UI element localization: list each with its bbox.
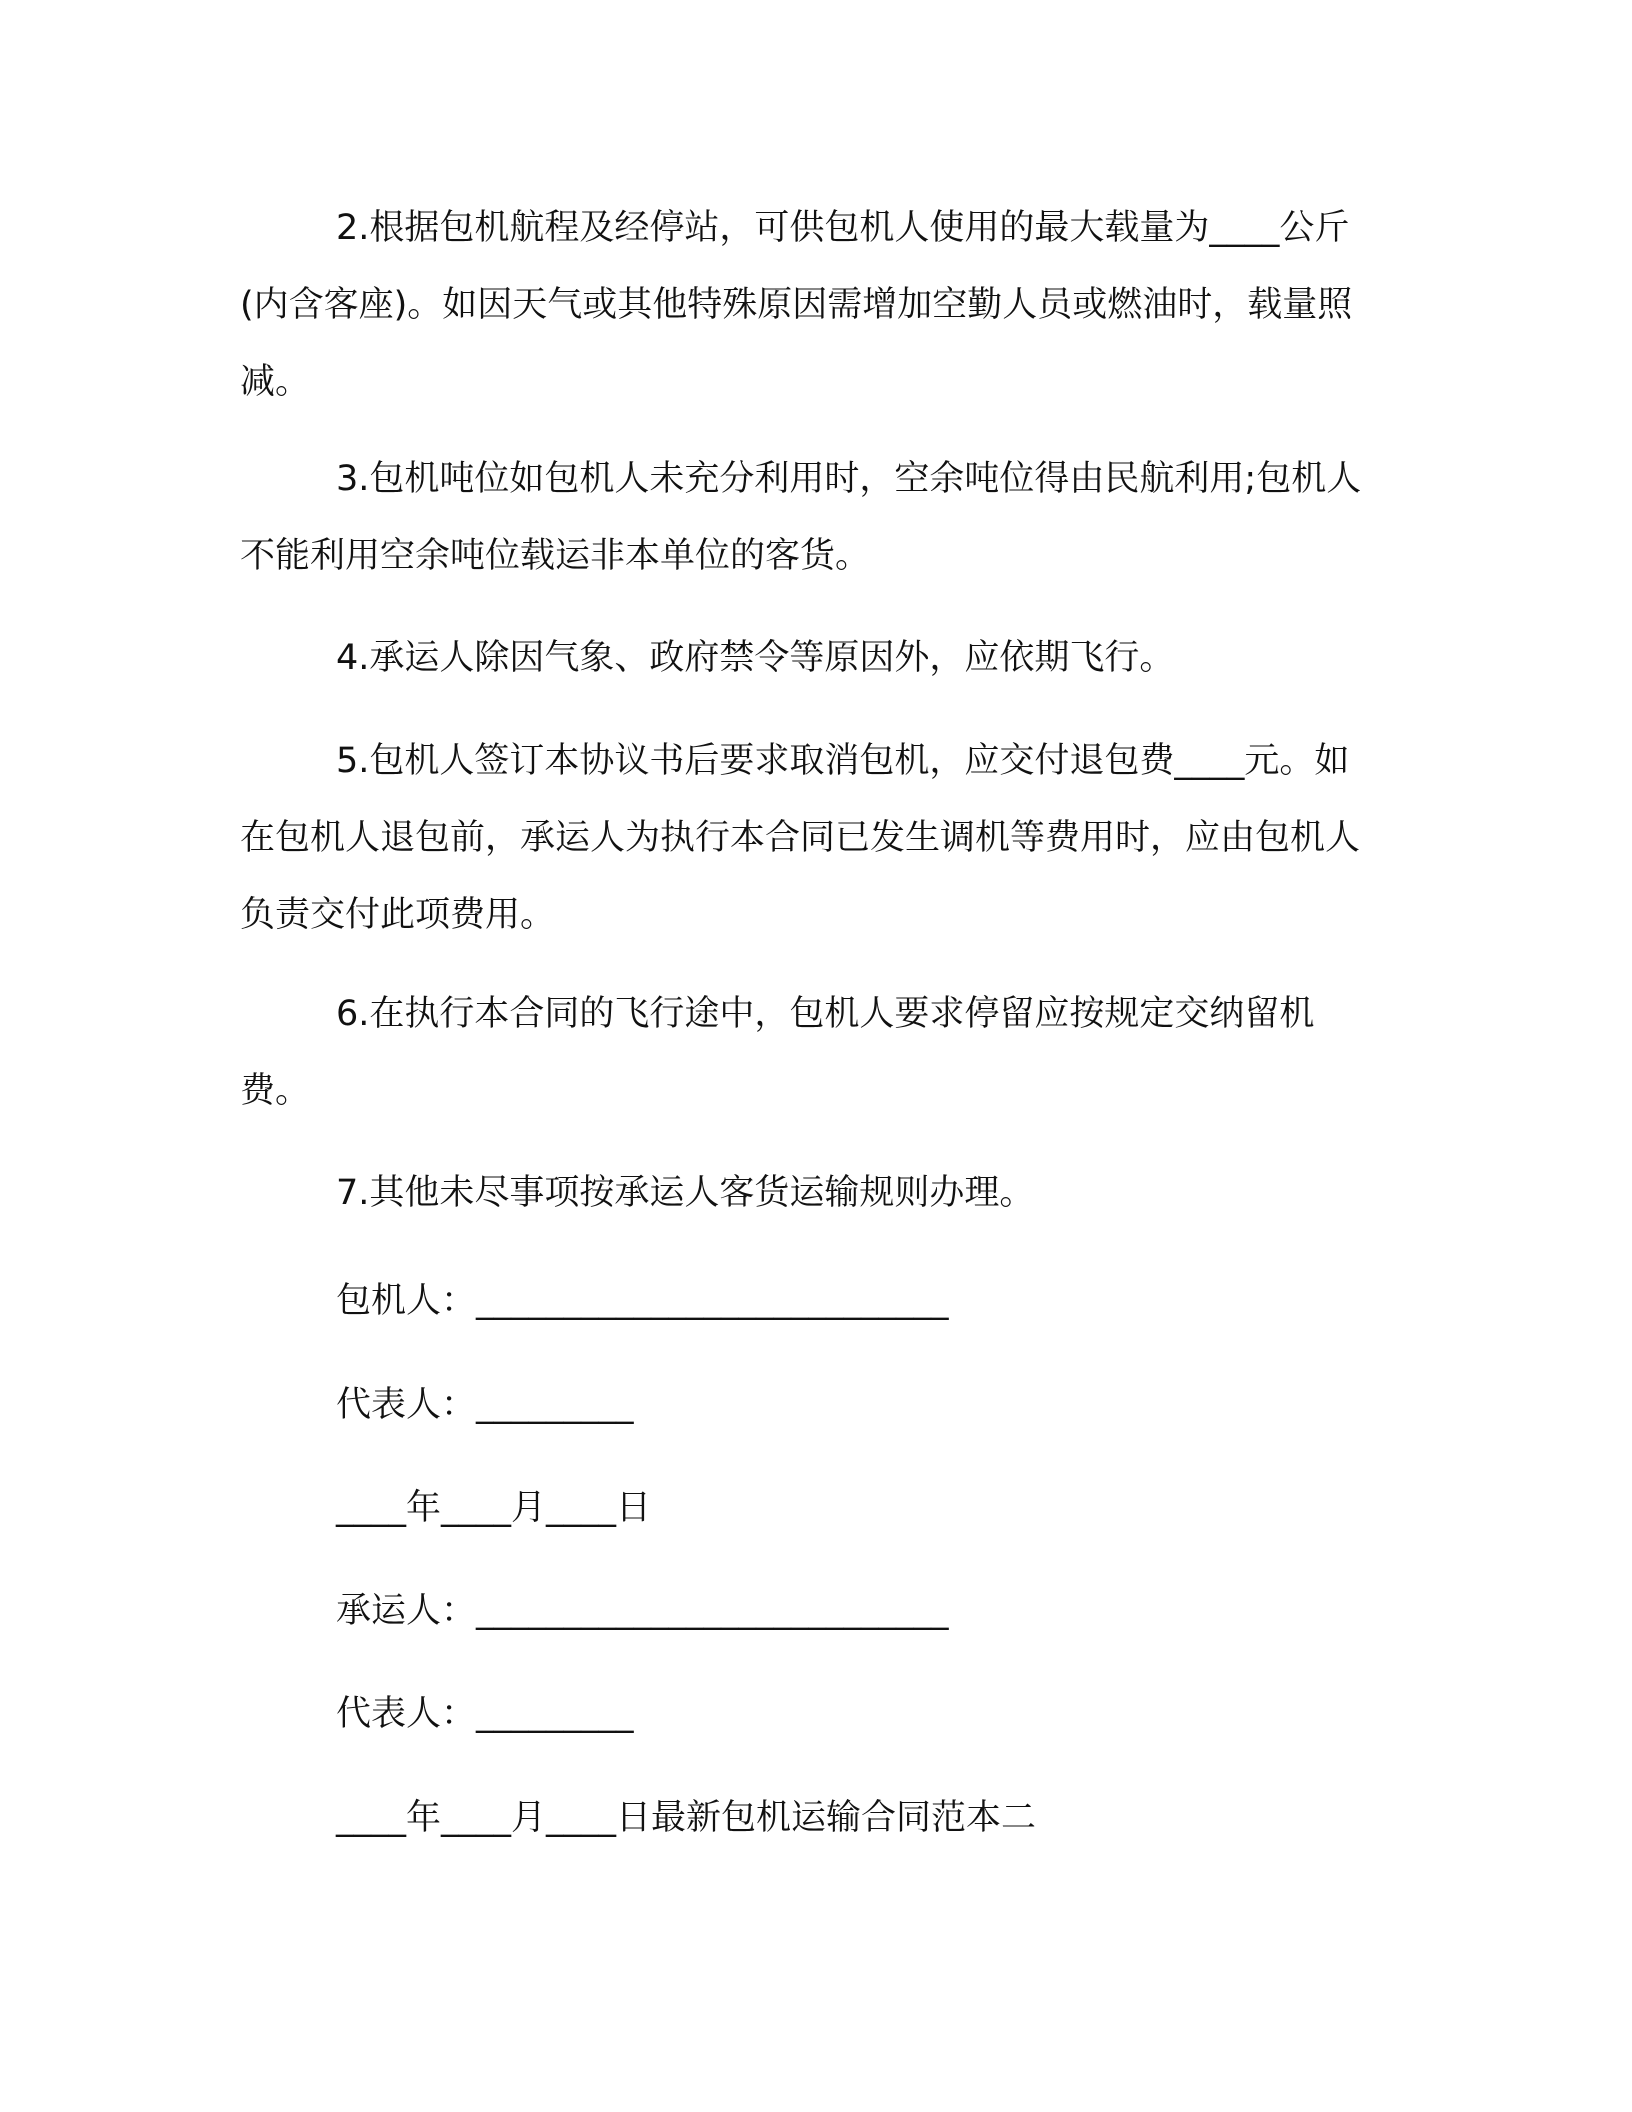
clause-3: 3.包机吨位如包机人未充分利用时，空余吨位得由民航利用;包机人不能利用空余吨位载运非本单位的客货。 xyxy=(240,459,1362,576)
charterer-representative-line: 代表人：_________ xyxy=(336,1385,634,1425)
clause-7: 7.其他未尽事项按承运人客货运输规则办理。 xyxy=(336,1173,1035,1213)
clause-6: 6.在执行本合同的飞行途中，包机人要求停留应按规定交纳留机费。 xyxy=(240,994,1315,1111)
charterer-date-line: ____年____月____日 xyxy=(336,1488,652,1528)
carrier-signature-line: 承运人：___________________________ xyxy=(336,1591,949,1631)
clause-2: 2.根据包机航程及经停站，可供包机人使用的最大载量为____公斤(内含客座)。如因天气或其他特殊原因需增加空勤人员或燃油时，载量照减。 xyxy=(240,208,1353,402)
clause-5: 5.包机人签订本协议书后要求取消包机，应交付退包费____元。如在包机人退包前，承运人为执行本合同已发生调机等费用时，应由包机人负责交付此项费用。 xyxy=(240,741,1361,935)
carrier-representative-line: 代表人：_________ xyxy=(336,1694,634,1734)
clause-4: 4.承运人除因气象、政府禁令等原因外，应依期飞行。 xyxy=(336,638,1175,678)
carrier-date-line: ____年____月____日最新包机运输合同范本二 xyxy=(336,1798,1037,1838)
charterer-signature-line: 包机人：___________________________ xyxy=(336,1281,949,1321)
